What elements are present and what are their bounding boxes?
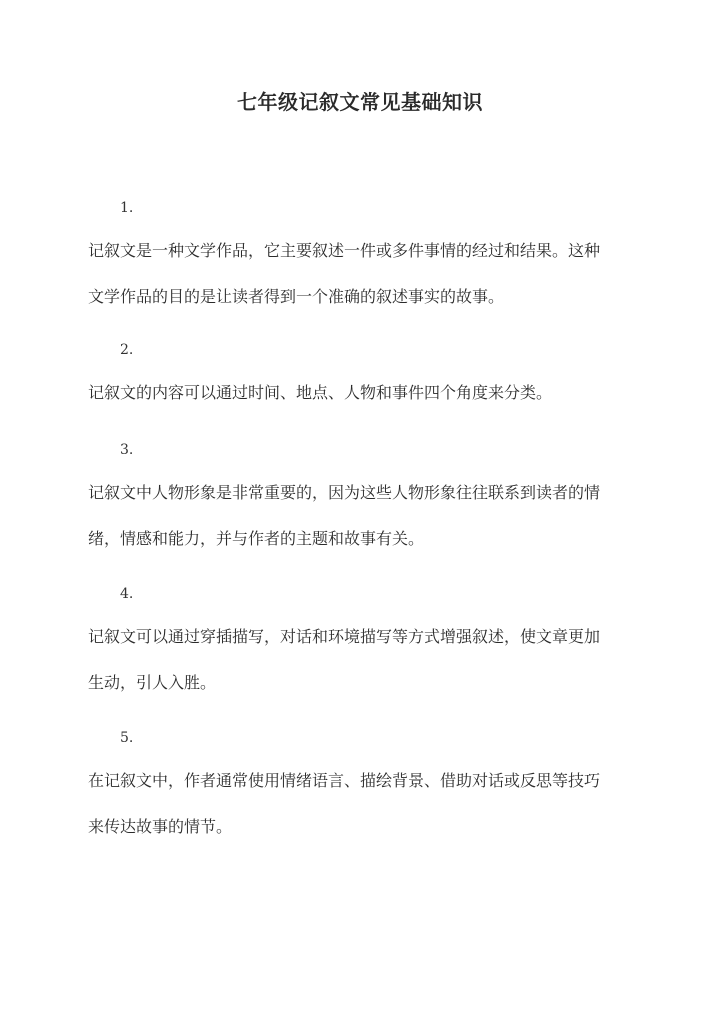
paragraph-line: 来传达故事的情节。: [88, 817, 233, 836]
paragraph-line: 绪，情感和能力，并与作者的主题和故事有关。: [88, 529, 425, 548]
paragraph-line: 在记叙文中，作者通常使用情绪语言、描绘背景、借助对话或反思等技巧: [88, 771, 601, 790]
paragraph-line: 生动，引人入胜。: [88, 673, 217, 692]
section-number: 4.: [120, 586, 134, 602]
paragraph-line: 记叙文可以通过穿插描写，对话和环境描写等方式增强叙述，使文章更加: [88, 627, 601, 646]
page-title: 七年级记叙文常见基础知识: [237, 90, 483, 114]
section-number: 1.: [120, 200, 134, 216]
section-number: 5.: [120, 730, 134, 746]
paragraph-line: 记叙文的内容可以通过时间、地点、人物和事件四个角度来分类。: [88, 383, 553, 402]
section-paragraph: [88, 758, 633, 850]
section-paragraph: [88, 470, 633, 562]
section-number: 2.: [120, 342, 134, 358]
section-paragraph: [88, 228, 633, 320]
paragraph-line: 记叙文是一种文学作品，它主要叙述一件或多件事情的经过和结果。这种: [88, 241, 601, 260]
section-paragraph: [88, 614, 633, 706]
paragraph-line: 记叙文中人物形象是非常重要的，因为这些人物形象往往联系到读者的情: [88, 483, 601, 502]
section-number: 3.: [120, 442, 134, 458]
paragraph-line: 文学作品的目的是让读者得到一个准确的叙述事实的故事。: [88, 287, 505, 306]
section-paragraph: [88, 370, 633, 416]
